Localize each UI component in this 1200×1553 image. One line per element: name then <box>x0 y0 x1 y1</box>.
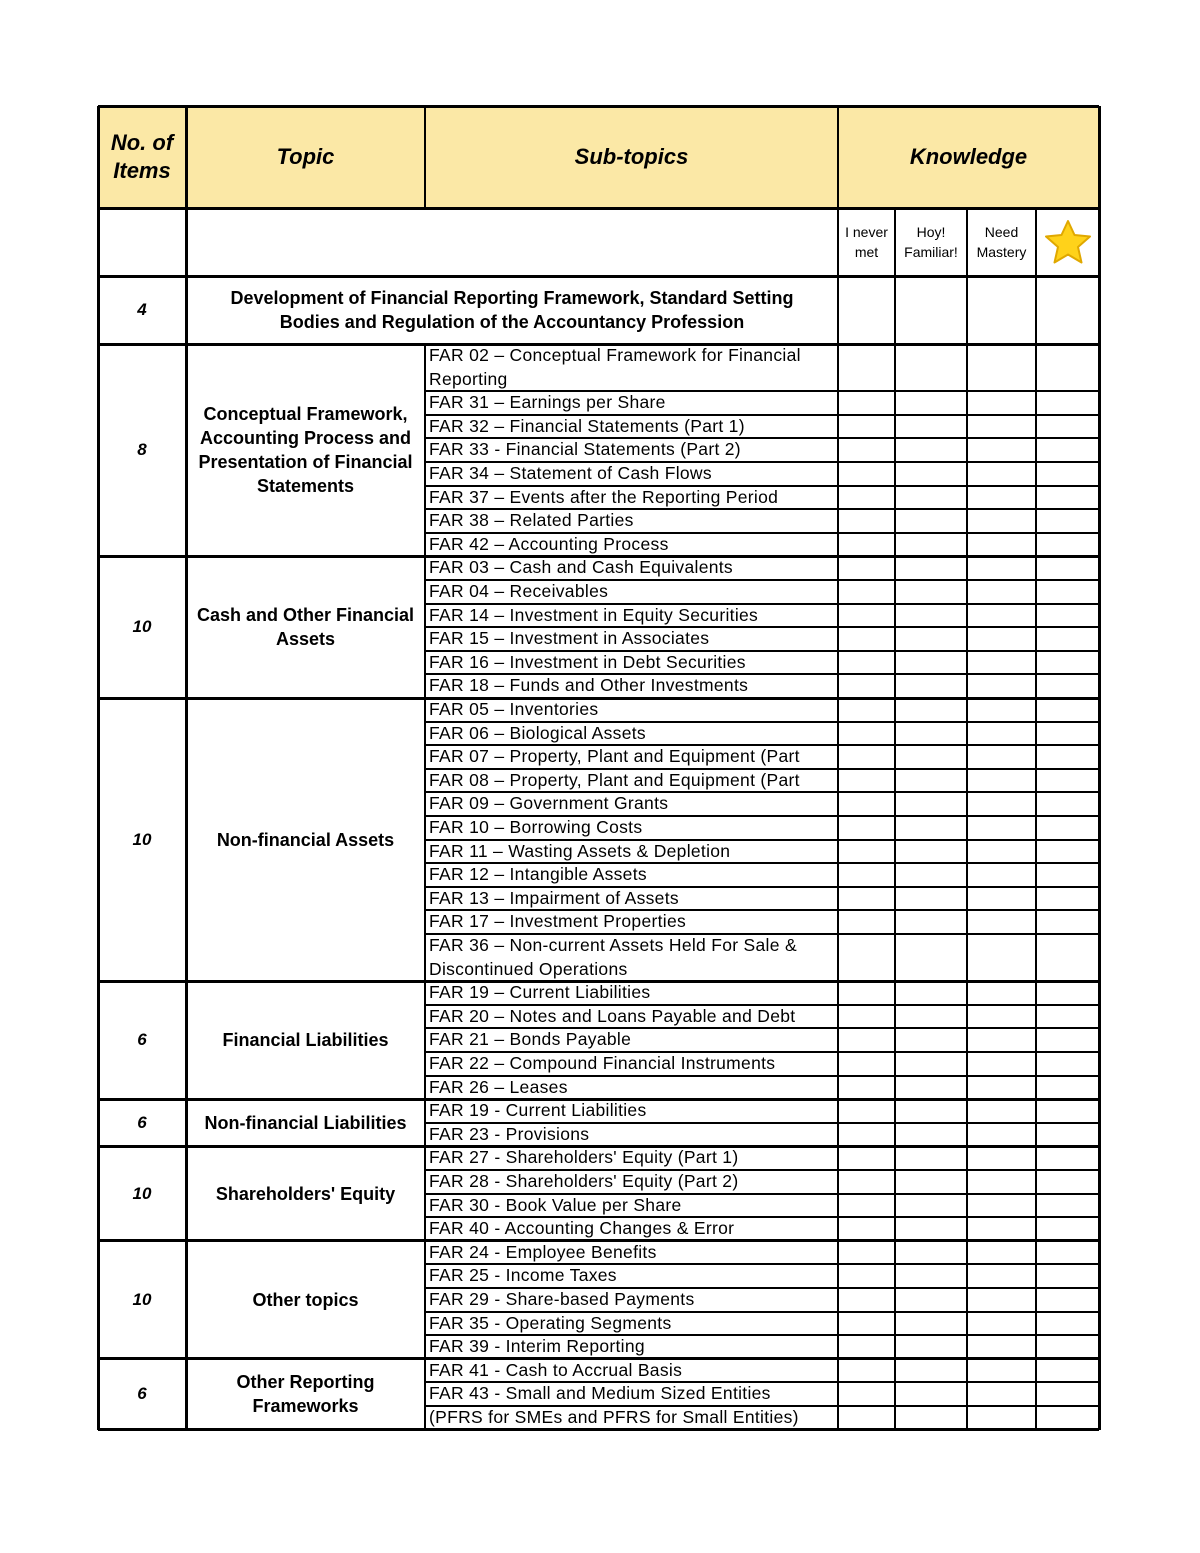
row-divider <box>98 343 1099 346</box>
row-divider <box>425 1381 1099 1383</box>
column-divider <box>424 1241 426 1359</box>
header-topic: Topic <box>186 106 425 208</box>
column-divider <box>1098 106 1101 1430</box>
row-divider <box>425 1004 1099 1006</box>
group-topic: Other topics <box>252 1289 359 1310</box>
subtopic-row: FAR 26 – Leases <box>429 1076 568 1097</box>
row-divider <box>425 532 1099 534</box>
row-divider <box>98 1428 1099 1431</box>
row-divider <box>425 1263 1099 1265</box>
row-divider <box>425 791 1099 793</box>
subtopic-row: FAR 35 - Operating Segments <box>429 1312 672 1333</box>
group-item-count: 6 <box>137 1030 147 1050</box>
header-items <box>98 106 186 208</box>
subtopic-row: FAR 43 - Small and Medium Sized Entities <box>429 1383 771 1404</box>
group-item-count: 6 <box>137 1384 147 1404</box>
column-divider <box>97 106 100 1430</box>
level-need-mastery: Need Mastery <box>976 224 1027 260</box>
star-icon <box>1042 218 1094 266</box>
subtopic-row: FAR 04 – Receivables <box>429 581 609 601</box>
row-divider <box>425 744 1099 746</box>
group-topic: Financial Liabilities <box>222 1030 389 1051</box>
group-item-count: 10 <box>132 1289 152 1309</box>
header-knowledge: Knowledge <box>838 106 1099 208</box>
group-topic: Conceptual Framework, Accounting Process and Presentation of Financial Statements <box>198 404 413 497</box>
column-divider <box>837 106 839 1430</box>
subtopic-row: FAR 37 – Events after the Reporting Period <box>429 486 779 507</box>
subtopic-row: FAR 10 – Borrowing Costs <box>429 817 643 837</box>
row-divider <box>425 626 1099 628</box>
row-divider <box>425 1122 1099 1124</box>
group-item-count: 10 <box>132 829 152 849</box>
row-divider <box>98 1145 1099 1148</box>
row-divider <box>425 390 1099 392</box>
row-divider <box>425 1334 1099 1336</box>
row-divider <box>98 105 1099 108</box>
row-divider <box>98 555 1099 558</box>
subtopic-row: FAR 19 – Current Liabilities <box>429 982 651 1003</box>
subtopic-row: FAR 34 – Statement of Cash Flows <box>429 463 712 483</box>
row-divider <box>425 862 1099 864</box>
subtopic-row: FAR 22 – Compound Financial Instruments <box>429 1053 776 1073</box>
column-divider <box>424 106 426 208</box>
row-divider <box>425 1287 1099 1289</box>
row-divider <box>425 414 1099 416</box>
column-divider <box>424 981 426 1099</box>
row-divider <box>425 1169 1099 1171</box>
subtopic-row: FAR 29 - Share-based Payments <box>429 1289 695 1309</box>
row-divider <box>98 275 1099 278</box>
row-divider <box>425 886 1099 888</box>
column-divider <box>424 1099 426 1146</box>
subtopic-row: FAR 15 – Investment in Associates <box>429 628 710 649</box>
row-divider <box>425 1216 1099 1218</box>
column-divider <box>424 556 426 698</box>
row-divider <box>98 697 1099 700</box>
subtopic-row: FAR 38 – Related Parties <box>429 510 634 531</box>
column-divider <box>424 698 426 981</box>
row-divider <box>98 1239 1099 1242</box>
subtopic-row: FAR 17 – Investment Properties <box>429 911 687 932</box>
row-divider <box>425 650 1099 652</box>
subtopic-row: FAR 07 – Property, Plant and Equipment (Part <box>429 746 800 767</box>
subtopic-row: FAR 05 – Inventories <box>429 699 599 719</box>
subtopic-row: FAR 20 – Notes and Loans Payable and Debt <box>429 1005 796 1026</box>
row-divider <box>425 508 1099 510</box>
subtopic-row: (PFRS for SMEs and PFRS for Small Entities) <box>429 1407 799 1427</box>
row-divider <box>98 1357 1099 1360</box>
subtopic-row: FAR 41 - Cash to Accrual Basis <box>429 1359 683 1380</box>
subtopic-row: FAR 18 – Funds and Other Investments <box>429 675 749 696</box>
column-divider <box>424 1359 426 1430</box>
column-divider <box>1035 208 1037 1430</box>
group-topic: Shareholders' Equity <box>215 1183 396 1204</box>
subtopic-row: FAR 24 - Employee Benefits <box>429 1241 657 1262</box>
subtopic-row: FAR 33 - Financial Statements (Part 2) <box>429 439 741 460</box>
subtopic-row: FAR 23 - Provisions <box>429 1123 590 1144</box>
subtopic-row: FAR 13 – Impairment of Assets <box>429 887 679 908</box>
subtopic-row: FAR 11 – Wasting Assets & Depletion <box>429 840 731 861</box>
row-divider <box>425 1075 1099 1077</box>
row-divider <box>98 1098 1099 1101</box>
subtopic-row: FAR 25 - Income Taxes <box>429 1265 617 1286</box>
row-divider <box>425 815 1099 817</box>
group-topic: Other Reporting Frameworks <box>236 1372 375 1417</box>
subtopic-row: FAR 16 – Investment in Debt Securities <box>429 651 746 672</box>
subtopic-row: FAR 02 – Conceptual Framework for Financial Reporting <box>429 345 801 389</box>
group-item-count: 8 <box>137 440 147 460</box>
row-divider <box>425 461 1099 463</box>
group-topic: Cash and Other Financial Assets <box>196 605 415 650</box>
subtopic-row: FAR 19 - Current Liabilities <box>429 1100 647 1121</box>
header-subtopics: Sub-topics <box>425 106 838 208</box>
row-divider <box>425 1193 1099 1195</box>
subtopic-row: FAR 36 – Non-current Assets Held For Sale & Discontinued Operations <box>429 935 797 979</box>
group-item-count: 4 <box>137 300 147 319</box>
subtopic-row: FAR 39 - Interim Reporting <box>429 1336 645 1357</box>
row-divider <box>425 909 1099 911</box>
row-divider <box>98 980 1099 983</box>
subtopic-row: FAR 06 – Biological Assets <box>429 722 646 743</box>
header-items-label: No. of Items <box>110 130 174 183</box>
row-divider <box>425 1051 1099 1053</box>
subtopic-row: FAR 32 – Financial Statements (Part 1) <box>429 415 745 436</box>
group-item-count: 10 <box>132 617 152 637</box>
subtopic-row: FAR 21 – Bonds Payable <box>429 1029 632 1050</box>
subtopic-row: FAR 08 – Property, Plant and Equipment (Part <box>429 769 800 790</box>
subtopic-row: FAR 27 - Shareholders' Equity (Part 1) <box>429 1147 739 1168</box>
row-divider <box>425 721 1099 723</box>
group-topic: Non-financial Liabilities <box>204 1112 407 1133</box>
subtopic-row: FAR 31 – Earnings per Share <box>429 392 666 413</box>
column-divider <box>185 106 188 1430</box>
row-divider <box>425 1311 1099 1313</box>
subtopic-row: FAR 14 – Investment in Equity Securities <box>429 604 759 625</box>
level-never-met: I never met <box>845 224 888 260</box>
group-item-count: 10 <box>132 1183 152 1203</box>
subtopic-row: FAR 03 – Cash and Cash Equivalents <box>429 557 733 578</box>
subtopic-row: FAR 28 - Shareholders' Equity (Part 2) <box>429 1171 739 1191</box>
row-divider <box>425 579 1099 581</box>
row-divider <box>98 207 1099 210</box>
group-item-count: 6 <box>137 1112 147 1132</box>
row-divider <box>425 768 1099 770</box>
row-divider <box>425 673 1099 675</box>
level-familiar: Hoy! Familiar! <box>904 224 958 260</box>
column-divider <box>424 1146 426 1240</box>
topics-table <box>98 106 1099 1432</box>
column-divider <box>966 208 968 1430</box>
row-divider <box>425 839 1099 841</box>
level-star <box>1036 208 1099 276</box>
subtopic-row: FAR 42 – Accounting Process <box>429 533 669 554</box>
row-divider <box>425 437 1099 439</box>
subtopic-row: FAR 40 - Accounting Changes & Error <box>429 1218 735 1239</box>
row-divider <box>425 485 1099 487</box>
row-divider <box>425 1405 1099 1407</box>
row-divider <box>425 1027 1099 1029</box>
group-topic: Non-financial Assets <box>216 829 395 850</box>
subtopic-row: FAR 12 – Intangible Assets <box>429 864 647 885</box>
subtopic-row: FAR 30 - Book Value per Share <box>429 1194 682 1215</box>
subtopic-row: FAR 09 – Government Grants <box>429 793 669 814</box>
row-divider <box>425 603 1099 605</box>
group-topic: Development of Financial Reporting Framework, Standard Setting Bodies and Regulation of the Accountancy Profession <box>230 288 794 332</box>
row-divider <box>425 933 1099 935</box>
column-divider <box>894 208 896 1430</box>
column-divider <box>424 344 426 556</box>
